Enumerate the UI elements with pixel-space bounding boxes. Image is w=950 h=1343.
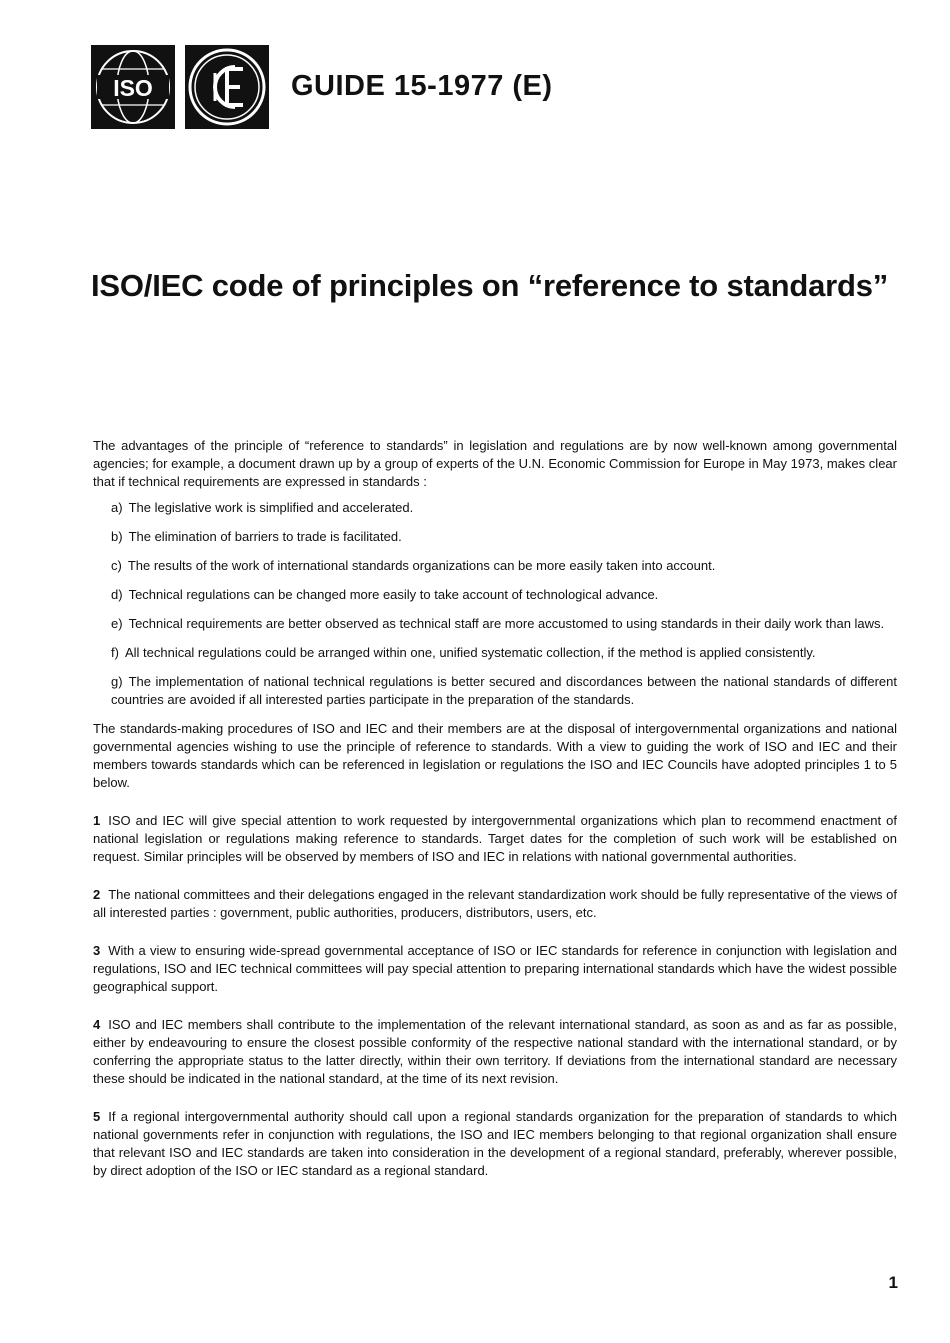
list-marker: a) xyxy=(111,500,123,515)
principle-text: ISO and IEC will give special attention to work requested by intergovernmental organizations which plan to recommend enactment of national legislation or regulations making reference to standards. Target dates for the completion of such work will be established on request. Similar principles will be observed by members of ISO and IEC in relations with national governmental authorities. xyxy=(93,813,897,864)
list-item-text: All technical regulations could be arranged within one, unified systematic collection, if the method is applied consistently. xyxy=(124,645,816,660)
guide-title: GUIDE 15-1977 (E) xyxy=(291,70,553,102)
principle-text: If a regional intergovernmental authority should call upon a regional standards organization for the preparation of standards to which national governments refer in conjunction with regulations, the ISO and IEC members belonging to that regional organization shall ensure that relevant ISO and IEC standards are taken into consideration in the development of a regional standard, preferably, wherever possible, by direct adoption of the ISO or IEC standard as a regional standard. xyxy=(93,1109,897,1178)
advantages-list xyxy=(93,499,897,709)
list-item xyxy=(111,528,897,546)
iso-logo-text: ISO xyxy=(113,75,153,101)
list-item-text: The results of the work of international standards organizations can be more easily taken into account. xyxy=(127,558,716,573)
list-item xyxy=(111,673,897,709)
document-title: ISO/IEC code of principles on “reference to standards” xyxy=(91,268,889,303)
principle-text: The national committees and their delegations engaged in the relevant standardization work should be fully representative of the views of all interested parties : government, public authorities, producers, distributors, users, etc. xyxy=(93,887,897,920)
principle-number: 2 xyxy=(93,887,101,902)
list-item xyxy=(111,615,897,633)
principle-number: 1 xyxy=(93,813,101,828)
principle-text: With a view to ensuring wide-spread governmental acceptance of ISO or IEC standards for reference in conjunction with legislation and regulations, ISO and IEC technical committees will pay special attention to preparing international standards which have the widest possible geographical support. xyxy=(93,943,897,994)
list-marker: d) xyxy=(111,587,123,602)
principle-text: ISO and IEC members shall contribute to the implementation of the relevant international standard, as soon as and as far as possible, either by endeavouring to ensure the closest possible conformity of the respective national standard with the international standard, or by conferring the appropriate status to the latter directly, within their own territory. If deviations from the international standard are necessary these should be indicated in the national standard, at the time of its next revision. xyxy=(93,1017,897,1086)
procedures-paragraph: The standards-making procedures of ISO and IEC and their members are at the disposal of intergovernmental organizations and national governmental agencies wishing to use the principle of reference to standards. With a view to guiding the work of ISO and IEC and their members towards standards which can be referenced in legislation or regulations the ISO and IEC Councils have adopted principles 1 to 5 below. xyxy=(93,721,897,790)
list-item xyxy=(111,586,897,604)
principle-paragraph xyxy=(93,812,897,866)
list-item xyxy=(111,499,897,517)
list-item-text: The elimination of barriers to trade is facilitated. xyxy=(128,529,402,544)
list-marker: c) xyxy=(111,558,122,573)
intro-paragraph: The advantages of the principle of “reference to standards” in legislation and regulations are by now well-known among governmental agencies; for example, a document drawn up by a group of experts of the U.N. Economic Commission for Europe in May 1973, makes clear that if technical requirements are expressed in standards : xyxy=(93,438,897,489)
list-item xyxy=(111,644,897,662)
principle-paragraph xyxy=(93,886,897,922)
principle-paragraph xyxy=(93,942,897,996)
principle-number: 4 xyxy=(93,1017,101,1032)
principle-number: 5 xyxy=(93,1109,101,1124)
list-item-text: The implementation of national technical regulations is better secured and discordances between the national standards of different countries are avoided if all interested parties participate in the preparation of the standards. xyxy=(111,674,897,707)
principle-paragraph xyxy=(93,1016,897,1088)
list-item-text: Technical regulations can be changed more easily to take account of technological advance. xyxy=(128,587,659,602)
iec-logo xyxy=(185,45,269,129)
list-marker: f) xyxy=(111,645,119,660)
principle-number: 3 xyxy=(93,943,101,958)
list-item-text: The legislative work is simplified and accelerated. xyxy=(128,500,414,515)
iso-logo xyxy=(91,45,175,129)
list-marker: b) xyxy=(111,529,123,544)
page-number: 1 xyxy=(888,1273,898,1292)
principle-paragraph xyxy=(93,1108,897,1180)
list-item-text: Technical requirements are better observed as technical staff are more accustomed to using standards in their daily work than laws. xyxy=(128,616,885,631)
document-body xyxy=(93,437,897,1180)
list-marker: e) xyxy=(111,616,123,631)
list-marker: g) xyxy=(111,674,123,689)
list-item xyxy=(111,557,897,575)
